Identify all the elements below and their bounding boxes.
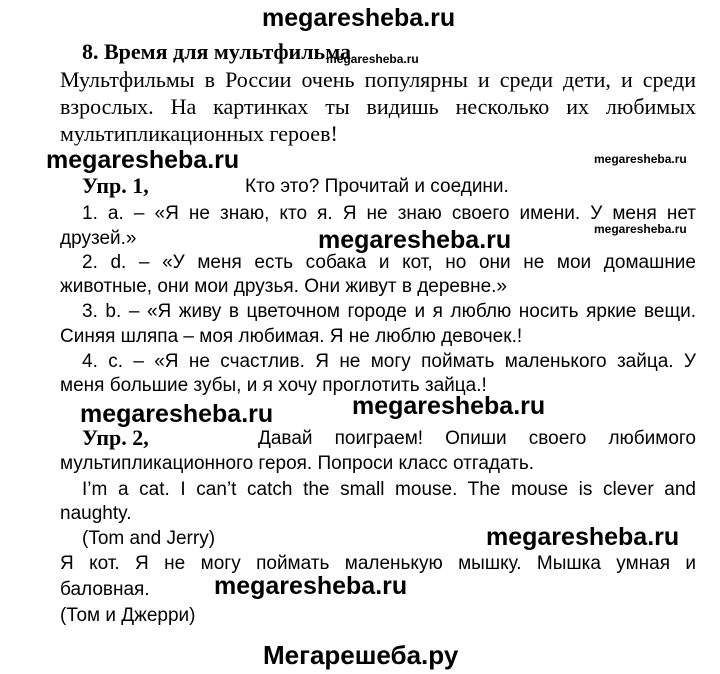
ex2-russian-source: (Том и Джерри): [60, 605, 196, 626]
ex1-item-2-line-2: животные, они мои друзья. Они живут в деревне.»: [60, 276, 508, 297]
ex1-item-3-line-1: 3. b. – «Я живу в цветочном городе и я люблю носить яркие вещи.: [82, 301, 696, 322]
ex1-instruction: Кто это? Прочитай и соедини.: [245, 176, 509, 197]
footer-site-name: Мегарешеба.ру: [263, 640, 459, 670]
watermark-center-1: megaresheba.ru: [318, 226, 512, 254]
ex1-item-2-line-1: 2. d. – «У меня есть собака и кот, но они не мои домашние: [82, 252, 696, 273]
ex2-russian-line-2: баловная.: [60, 579, 150, 600]
ex1-item-1-line-1: 1. a. – «Я не знаю, кто я. Я не знаю своего имени. У меня нет: [82, 203, 696, 224]
watermark-right-small-2: megaresheba.ru: [594, 222, 687, 236]
watermark-center-2: megaresheba.ru: [352, 392, 546, 420]
ex1-item-3-line-2: Синяя шляпа – моя любимая. Я не люблю девочек.!: [60, 326, 523, 347]
ex1-item-1-line-2: друзей.»: [60, 228, 137, 249]
ex2-instruction-line-1: Давай поиграем! Опиши своего любимого: [258, 428, 696, 449]
section-title: 8. Время для мультфильма: [82, 39, 352, 64]
ex2-instruction-line-2: мультипликационного героя. Попроси класс отгадать.: [60, 453, 535, 474]
watermark-center-3: megaresheba.ru: [214, 572, 408, 600]
ex2-english-line-1: I’m a cat. I can’t catch the small mouse. The mouse is clever and: [82, 479, 696, 500]
watermark-inline-small: megaresheba.ru: [326, 52, 419, 66]
intro-line-1: Мультфильмы в России очень популярны и среди дети, и среди: [60, 67, 696, 92]
ex2-english-line-2: naughty.: [60, 503, 132, 524]
watermark-left-1: megaresheba.ru: [46, 146, 240, 174]
watermark-right-2: megaresheba.ru: [486, 523, 680, 551]
watermark-right-small-1: megaresheba.ru: [594, 152, 687, 166]
intro-line-3: мультипликационных героев!: [60, 121, 338, 146]
ex2-label: Упр. 2,: [82, 425, 149, 450]
ex2-russian-line-1: Я кот. Я не могу поймать маленькую мышку. Мышка умная и: [60, 553, 696, 574]
ex1-item-4-line-1: 4. c. – «Я не счастлив. Я не могу поймать маленького зайца. У: [82, 351, 696, 372]
intro-line-2: взрослых. На картинках ты видишь несколько их любимых: [60, 94, 696, 119]
ex2-english-source: (Tom and Jerry): [82, 528, 216, 549]
ex1-item-4-line-2: меня большие зубы, и я хочу проглотить зайца.!: [60, 375, 487, 396]
ex1-label: Упр. 1,: [82, 173, 149, 198]
watermark-left-2: megaresheba.ru: [80, 400, 274, 428]
watermark-top: megaresheba.ru: [262, 4, 456, 32]
